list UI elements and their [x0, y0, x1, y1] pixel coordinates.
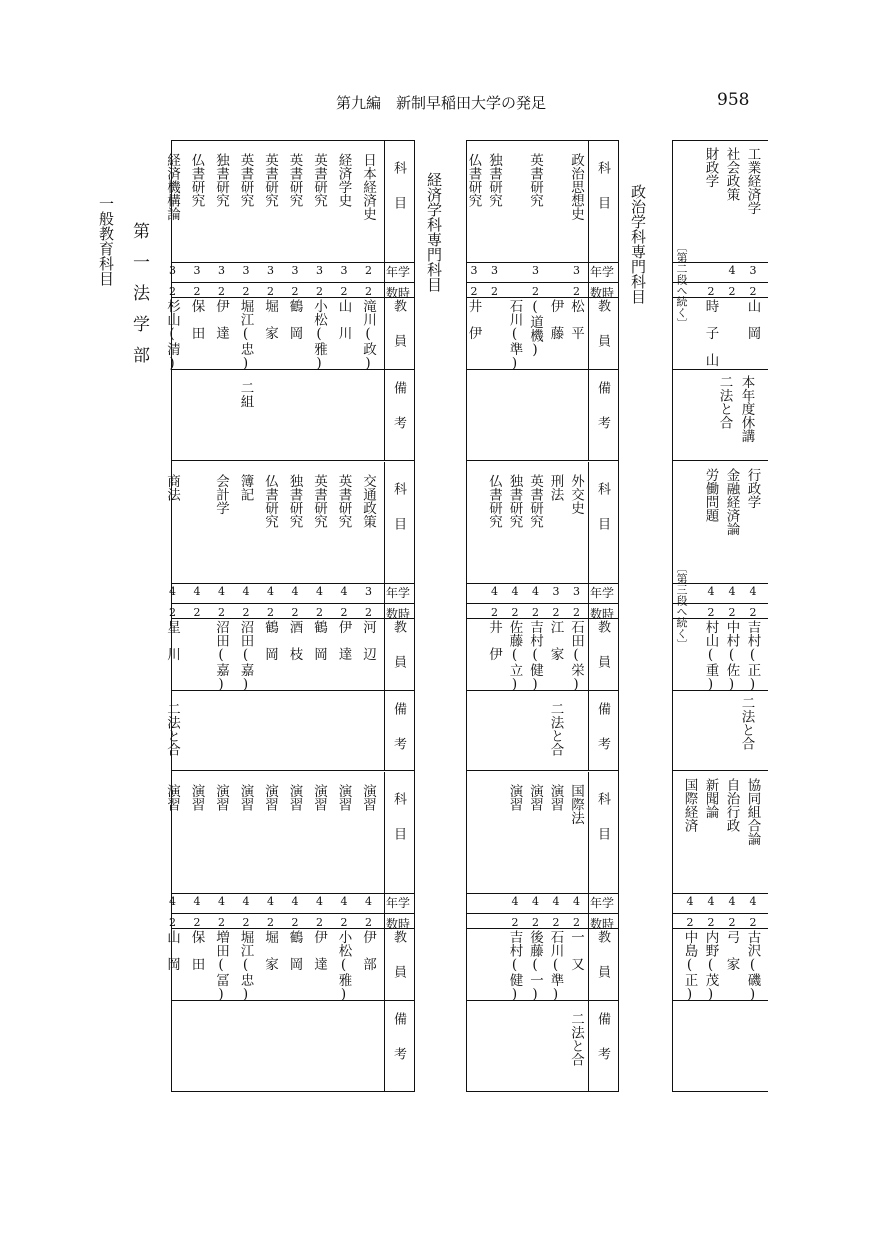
econ-teacher-b1-8: 杉山(清)	[164, 299, 180, 372]
econ-section-title: 経済学科専門科目	[425, 172, 443, 292]
section-title-general: 一般教育科目	[97, 196, 115, 286]
econ-label-note: 備考	[391, 1012, 406, 1082]
econ-subject-b2-8: 商法	[164, 474, 180, 501]
econ-subject-b3-2: 演習	[311, 784, 327, 811]
econ-label-subject: 科目	[391, 161, 406, 231]
pol-year-b3-3: 4	[511, 895, 519, 908]
econ-subject-b1-2: 英書研究	[311, 153, 327, 207]
cont-teacher-b1-0: 山 岡	[744, 299, 761, 340]
cont-continue-b2: 〔第三段へ続く〕	[675, 562, 688, 650]
pol-year-b2-4: 4	[491, 585, 498, 598]
econ-subject-b1-8: 経済機構論	[164, 153, 180, 221]
cont-note-b1-1: 二法と合	[716, 375, 733, 429]
pol-teacher-b1-0: 松 平	[568, 299, 584, 340]
cont-subject-b3-1: 自治行政	[723, 778, 740, 832]
econ-teacher-b3-3: 鶴 岡	[286, 930, 303, 971]
pol-hours-b2-0: 2	[573, 606, 580, 619]
pol-teacher-b2-1: 江 家	[547, 620, 564, 661]
econ-teacher-b3-0: 伊 部	[360, 930, 376, 971]
cont-note-b2-0: 二法と合	[738, 696, 755, 750]
econ-teacher-b2-4: 鶴 岡	[262, 620, 278, 661]
pol-teacher-b1-3: 石川(準)	[506, 299, 523, 372]
econ-year-line	[172, 262, 414, 263]
econ-hours-b3-7: 2	[193, 916, 201, 929]
econ-teacher-b2-6: 沼田(嘉)	[213, 620, 229, 693]
econ-teacher-b2-1: 伊 達	[335, 620, 352, 661]
pol-hours-b3-3: 2	[511, 916, 519, 929]
cont-subject-b2-1: 金融経済論	[723, 468, 740, 536]
pol-note-b3-0: 二法と合	[568, 1012, 584, 1066]
cont-teacher-b2-0: 吉村(正)	[744, 620, 761, 693]
cont-year-b2-1: 4	[728, 585, 736, 598]
cont-teacher-b3-2: 内野(茂)	[702, 930, 719, 1003]
econ-band-divider	[172, 770, 414, 771]
econ-subject-b3-4: 演習	[262, 784, 278, 811]
pol-teacher-b3-3: 吉村(健)	[506, 930, 523, 1003]
econ-hours-b2-1: 2	[340, 606, 348, 619]
pol-subject-b3-0: 国際法	[568, 784, 584, 825]
econ-note-b1-5: 二組	[237, 381, 254, 408]
econ-hours-b1-8: 2	[169, 285, 176, 298]
pol-label-hours: 数時	[590, 286, 615, 300]
econ-hours-b2-8: 2	[169, 606, 176, 619]
econ-label-note: 備考	[391, 381, 406, 451]
pol-teacher-b1-2: (道機)	[527, 299, 543, 358]
pol-year-b3-2: 4	[532, 895, 539, 908]
cont-year-b2-2: 4	[707, 585, 715, 598]
econ-label-hours: 数時	[386, 286, 411, 300]
econ-note-b2-8: 二法と合	[164, 702, 180, 756]
econ-label-year: 年学	[386, 896, 411, 910]
cont-hours-b2-1: 2	[728, 606, 736, 619]
cont-teacher-b1-2: 時 子 山	[702, 299, 719, 367]
cont-year-b1-1: 4	[728, 264, 736, 277]
pol-subject-b2-0: 外交史	[568, 474, 584, 515]
econ-teacher-b3-1: 小松(雅)	[335, 930, 352, 1003]
econ-mid-line	[172, 282, 414, 283]
pol-mid-line	[467, 603, 618, 604]
pol-year-b3-0: 4	[573, 895, 580, 908]
cont-hours-b3-2: 2	[707, 916, 715, 929]
section-title-law: 第一法学部	[129, 222, 149, 377]
econ-year-line	[172, 893, 414, 894]
econ-subject-b2-6: 会計学	[213, 474, 229, 515]
pol-year-b1-5: 3	[470, 264, 478, 277]
cont-subject-b3-2: 新聞論	[702, 778, 719, 819]
econ-subject-b3-0: 演習	[360, 784, 376, 811]
pol-hours-b3-1: 2	[552, 916, 560, 929]
page-number: 958	[717, 90, 750, 110]
pol-subject-b2-1: 刑法	[547, 474, 564, 501]
econ-teacher-b2-3: 酒 枝	[286, 620, 303, 661]
pol-label-year: 年学	[590, 265, 615, 279]
econ-hours-b1-1: 2	[340, 285, 348, 298]
econ-year-b1-6: 3	[218, 264, 225, 277]
cont-subject-b3-0: 協同組合論	[744, 778, 761, 846]
econ-hours-b2-6: 2	[218, 606, 225, 619]
cont-year-b3-1: 4	[728, 895, 736, 908]
econ-label-subject: 科目	[391, 482, 406, 552]
econ-year-b1-8: 3	[169, 264, 176, 277]
pol-subject-b2-4: 仏書研究	[486, 474, 502, 528]
econ-teacher-b3-6: 増田(冨)	[213, 930, 229, 1003]
politics-table	[466, 140, 619, 1092]
pol-teacher-b2-0: 石田(栄)	[568, 620, 584, 693]
econ-year-b1-5: 3	[242, 264, 250, 277]
pol-teacher-b1-5: 井 伊	[465, 299, 482, 340]
cont-continue-b1: 〔第二段へ続く〕	[675, 241, 688, 329]
econ-subject-b2-5: 簿記	[237, 474, 254, 501]
pol-label-teacher: 教員	[595, 299, 610, 369]
cont-year-b3-2: 4	[707, 895, 715, 908]
econ-year-b3-1: 4	[340, 895, 348, 908]
econ-subject-b1-7: 仏書研究	[188, 153, 205, 207]
econ-teacher-b1-2: 小松(雅)	[311, 299, 327, 372]
econ-label-hours: 数時	[386, 917, 411, 931]
pol-subject-b1-4: 独書研究	[486, 153, 502, 207]
pol-label-divider	[588, 462, 589, 770]
econ-subject-b2-2: 英書研究	[311, 474, 327, 528]
pol-label-year: 年学	[590, 586, 615, 600]
pol-hours-b3-0: 2	[573, 916, 580, 929]
cont-hours-b3-0: 2	[749, 916, 757, 929]
econ-year-b2-0: 3	[365, 585, 372, 598]
pol-band-divider	[467, 770, 618, 771]
econ-year-b1-7: 3	[193, 264, 201, 277]
econ-hours-b1-4: 2	[267, 285, 274, 298]
pol-subject-b3-3: 演習	[506, 784, 523, 811]
econ-label-teacher: 教員	[391, 299, 406, 369]
pol-label-hours: 数時	[590, 607, 615, 621]
econ-label-note: 備考	[391, 702, 406, 772]
econ-hours-b1-2: 2	[316, 285, 323, 298]
econ-teacher-b3-8: 山 岡	[164, 930, 180, 971]
econ-year-b3-4: 4	[267, 895, 274, 908]
pol-year-b2-0: 3	[573, 585, 580, 598]
econ-teacher-b2-5: 沼田(嘉)	[237, 620, 254, 693]
pol-year-b1-4: 3	[491, 264, 498, 277]
econ-subject-b1-4: 英書研究	[262, 153, 278, 207]
econ-label-divider	[384, 772, 385, 1091]
cont-subject-b1-2: 財政学	[702, 147, 719, 188]
cont-teacher-line	[673, 369, 768, 370]
econ-hours-b3-3: 2	[291, 916, 299, 929]
econ-teacher-b1-1: 山 川	[335, 299, 352, 340]
pol-label-subject: 科目	[595, 792, 610, 862]
cont-teacher-b3-3: 中島(正)	[681, 930, 698, 1003]
econ-teacher-line	[172, 369, 414, 370]
econ-year-b3-5: 4	[242, 895, 250, 908]
pol-subject-b2-3: 独書研究	[506, 474, 523, 528]
econ-year-b1-3: 3	[291, 264, 299, 277]
pol-label-teacher: 教員	[595, 930, 610, 1000]
econ-teacher-b3-7: 保 田	[188, 930, 205, 971]
pol-note-b2-1: 二法と合	[547, 702, 564, 756]
pol-label-divider	[588, 141, 589, 460]
econ-subject-b3-6: 演習	[213, 784, 229, 811]
econ-teacher-b1-4: 堀 家	[262, 299, 278, 340]
econ-label-year: 年学	[386, 586, 411, 600]
cont-hours-b2-2: 2	[707, 606, 715, 619]
cont-hours-b1-1: 2	[728, 285, 736, 298]
econ-hours-b2-5: 2	[242, 606, 250, 619]
economics-table	[164, 140, 415, 1092]
econ-hours-b1-6: 2	[218, 285, 225, 298]
econ-teacher-b2-0: 河 辺	[360, 620, 376, 661]
cont-teacher-b3-0: 古沢(磯)	[744, 930, 761, 1003]
econ-hours-b3-4: 2	[267, 916, 274, 929]
cont-year-line	[673, 893, 768, 894]
pol-hours-b1-2: 2	[532, 285, 539, 298]
econ-teacher-line	[172, 690, 414, 691]
econ-year-b2-5: 4	[242, 585, 250, 598]
econ-teacher-b3-5: 堀江(忠)	[237, 930, 254, 1003]
pol-hours-b3-2: 2	[532, 916, 539, 929]
econ-mid-line	[172, 603, 414, 604]
econ-hours-b1-7: 2	[193, 285, 201, 298]
econ-year-b3-7: 4	[193, 895, 201, 908]
pol-teacher-b3-1: 石川(準)	[547, 930, 564, 1003]
econ-teacher-line	[172, 1000, 414, 1001]
econ-teacher-b1-3: 鶴 岡	[286, 299, 303, 340]
econ-hours-b3-6: 2	[218, 916, 225, 929]
cont-year-b3-3: 4	[686, 895, 694, 908]
pol-mid-line	[467, 282, 618, 283]
econ-hours-b3-1: 2	[340, 916, 348, 929]
econ-teacher-b2-2: 鶴 岡	[311, 620, 327, 661]
cont-note-b1-0: 本年度休講	[738, 375, 755, 443]
pol-subject-b1-2: 英書研究	[527, 153, 543, 207]
pol-label-year: 年学	[590, 896, 615, 910]
pol-label-note: 備考	[595, 381, 610, 451]
econ-hours-b2-7: 2	[193, 606, 201, 619]
econ-teacher-b1-6: 伊 達	[213, 299, 229, 340]
econ-year-line	[172, 583, 414, 584]
pol-year-b1-2: 3	[532, 264, 539, 277]
econ-hours-b1-5: 2	[242, 285, 250, 298]
econ-label-divider	[384, 462, 385, 770]
pol-hours-b2-2: 2	[532, 606, 539, 619]
econ-year-b3-2: 4	[316, 895, 323, 908]
chapter-title: 第九編 新制早稲田大学の発足	[336, 94, 547, 112]
econ-subject-b2-0: 交通政策	[360, 474, 376, 528]
econ-year-b3-0: 4	[365, 895, 372, 908]
cont-band-divider	[673, 460, 768, 461]
cont-mid-line	[673, 913, 768, 914]
pol-label-divider	[588, 772, 589, 1091]
pol-label-note: 備考	[595, 702, 610, 772]
econ-hours-b3-8: 2	[169, 916, 176, 929]
pol-year-b2-1: 3	[552, 585, 560, 598]
cont-hours-b3-1: 2	[728, 916, 736, 929]
econ-teacher-b1-5: 堀江(忠)	[237, 299, 254, 372]
pol-subject-b1-0: 政治思想史	[568, 153, 584, 221]
econ-hours-b1-0: 2	[365, 285, 372, 298]
econ-year-b2-4: 4	[267, 585, 274, 598]
econ-label-teacher: 教員	[391, 620, 406, 690]
pol-year-b2-3: 4	[511, 585, 519, 598]
econ-subject-b3-7: 演習	[188, 784, 205, 811]
pol-label-hours: 数時	[590, 917, 615, 931]
econ-hours-b2-0: 2	[365, 606, 372, 619]
cont-hours-b3-3: 2	[686, 916, 694, 929]
cont-subject-b2-0: 行政学	[744, 468, 761, 509]
econ-year-b2-1: 4	[340, 585, 348, 598]
cont-subject-b1-1: 社会政策	[723, 147, 740, 201]
econ-year-b2-3: 4	[291, 585, 299, 598]
econ-year-b2-8: 4	[169, 585, 176, 598]
econ-year-b3-3: 4	[291, 895, 299, 908]
pol-year-b1-0: 3	[573, 264, 580, 277]
pol-mid-line	[467, 913, 618, 914]
econ-teacher-b3-4: 堀 家	[262, 930, 278, 971]
pol-teacher-b2-2: 吉村(健)	[527, 620, 543, 693]
cont-hours-b1-0: 2	[749, 285, 757, 298]
econ-year-b1-0: 2	[365, 264, 372, 277]
pol-label-teacher: 教員	[595, 620, 610, 690]
econ-hours-b2-4: 2	[267, 606, 274, 619]
pol-label-note: 備考	[595, 1012, 610, 1082]
cont-hours-b2-0: 2	[749, 606, 757, 619]
cont-teacher-b3-1: 弓 家	[723, 930, 740, 971]
econ-hours-b2-2: 2	[316, 606, 323, 619]
econ-hours-b1-3: 2	[291, 285, 299, 298]
pol-teacher-b2-4: 井 伊	[486, 620, 502, 661]
pol-label-subject: 科目	[595, 482, 610, 552]
cont-year-b1-0: 3	[749, 264, 757, 277]
econ-hours-b3-2: 2	[316, 916, 323, 929]
cont-subject-b2-2: 労働問題	[702, 468, 719, 522]
continuation-table	[672, 140, 768, 1092]
pol-label-subject: 科目	[595, 161, 610, 231]
pol-teacher-b3-0: 一 又	[568, 930, 584, 971]
econ-label-year: 年学	[386, 265, 411, 279]
econ-subject-b1-3: 英書研究	[286, 153, 303, 207]
econ-subject-b1-6: 独書研究	[213, 153, 229, 207]
pol-teacher-b3-2: 後藤(一)	[527, 930, 543, 1003]
pol-section-title: 政治学科専門科目	[629, 184, 647, 304]
econ-subject-b2-1: 英書研究	[335, 474, 352, 528]
econ-band-divider	[172, 460, 414, 461]
pol-year-b2-2: 4	[532, 585, 539, 598]
pol-hours-b2-4: 2	[491, 606, 498, 619]
econ-teacher-b3-2: 伊 達	[311, 930, 327, 971]
pol-teacher-b1-1: 伊 藤	[547, 299, 564, 340]
econ-teacher-b1-0: 滝川(政)	[360, 299, 376, 372]
econ-mid-line	[172, 913, 414, 914]
pol-hours-b2-1: 2	[552, 606, 560, 619]
econ-hours-b3-0: 2	[365, 916, 372, 929]
econ-subject-b1-0: 日本経済史	[360, 153, 376, 221]
cont-subject-b1-0: 工業経済学	[744, 147, 761, 215]
econ-teacher-b1-7: 保 田	[188, 299, 205, 340]
econ-year-b2-2: 4	[316, 585, 323, 598]
econ-year-b1-2: 3	[316, 264, 323, 277]
econ-subject-b3-1: 演習	[335, 784, 352, 811]
econ-subject-b1-5: 英書研究	[237, 153, 254, 207]
econ-subject-b3-3: 演習	[286, 784, 303, 811]
pol-subject-b2-2: 英書研究	[527, 474, 543, 528]
econ-label-hours: 数時	[386, 607, 411, 621]
pol-hours-b2-3: 2	[511, 606, 519, 619]
cont-teacher-b2-1: 中村(佐)	[723, 620, 740, 693]
pol-hours-b1-5: 2	[470, 285, 478, 298]
pol-year-b3-1: 4	[552, 895, 560, 908]
pol-teacher-b2-3: 佐藤(立)	[506, 620, 523, 693]
econ-year-b3-6: 4	[218, 895, 225, 908]
cont-subject-b3-3: 国際経済	[681, 778, 698, 832]
pol-subject-b3-1: 演習	[547, 784, 564, 811]
econ-subject-b2-4: 仏書研究	[262, 474, 278, 528]
pol-hours-b1-4: 2	[491, 285, 498, 298]
econ-hours-b2-3: 2	[291, 606, 299, 619]
cont-year-b3-0: 4	[749, 895, 757, 908]
econ-subject-b3-8: 演習	[164, 784, 180, 811]
econ-label-teacher: 教員	[391, 930, 406, 1000]
cont-band-divider	[673, 770, 768, 771]
pol-hours-b1-0: 2	[573, 285, 580, 298]
econ-year-b2-6: 4	[218, 585, 225, 598]
pol-subject-b1-5: 仏書研究	[465, 153, 482, 207]
econ-label-subject: 科目	[391, 792, 406, 862]
econ-year-b2-7: 4	[193, 585, 201, 598]
econ-year-b3-8: 4	[169, 895, 176, 908]
econ-subject-b1-1: 経済学史	[335, 153, 352, 207]
econ-hours-b3-5: 2	[242, 916, 250, 929]
cont-hours-b1-2: 2	[707, 285, 715, 298]
econ-subject-b2-3: 独書研究	[286, 474, 303, 528]
econ-label-divider	[384, 141, 385, 460]
econ-teacher-b2-8: 星 川	[164, 620, 180, 661]
econ-year-b1-1: 3	[340, 264, 348, 277]
pol-subject-b3-2: 演習	[527, 784, 543, 811]
cont-teacher-b2-2: 村山(重)	[702, 620, 719, 693]
pol-teacher-line	[467, 369, 618, 370]
econ-year-b1-4: 3	[267, 264, 274, 277]
econ-subject-b3-5: 演習	[237, 784, 254, 811]
cont-year-b2-0: 4	[749, 585, 757, 598]
pol-band-divider	[467, 460, 618, 461]
